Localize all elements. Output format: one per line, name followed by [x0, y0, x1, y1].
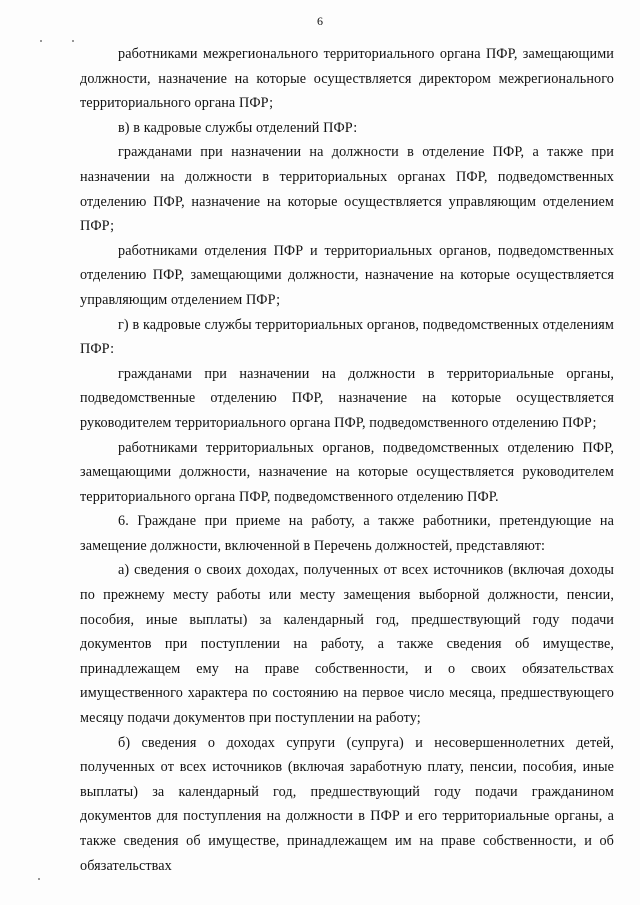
- scan-speck: [38, 878, 40, 880]
- paragraph: гражданами при назначении на должности в территориальные органы, подведомственные отделению ПФР, назначение на которые осуществляется руководителем территориального органа ПФР, подведомственного отделению ПФР;: [80, 365, 614, 431]
- paragraph: г) в кадровые службы территориальных органов, подведомственных отделениям ПФР:: [80, 316, 614, 358]
- paragraph: а) сведения о своих доходах, полученных от всех источников (включая доходы по прежнему месту работы или месту замещения выборной должности, пенсии, пособия, иные выплаты) за календарный год, предшествующий году подачи документов при поступлении на работу, а также сведения об имуществе, принадлежащем ему на праве собственности, и о своих обязательствах имущественного характера по состоянию на первое число месяца, предшествующего месяцу подачи документов при поступлении на работу;: [80, 562, 614, 727]
- paragraph: работниками территориальных органов, подведомственных отделению ПФР, замещающими должности, назначение на которые осуществляется руководителем территориального органа ПФР, подведомственного отделению ПФР.: [80, 439, 614, 505]
- paragraph: работниками межрегионального территориального органа ПФР, замещающими должности, назначение на которые осуществляется директором межрегионального территориального органа ПФР;: [80, 46, 614, 112]
- scan-speck: [72, 40, 74, 42]
- paragraph: работниками отделения ПФР и территориальных органов, подведомственных отделению ПФР, замещающими должности, назначение на которые осуществляется управляющим отделением ПФР;: [80, 242, 614, 308]
- page-number: 6: [317, 14, 323, 28]
- paragraph: в) в кадровые службы отделений ПФР:: [118, 119, 358, 136]
- paragraph: гражданами при назначении на должности в отделение ПФР, а также при назначении на должности в территориальных органах ПФР, подведомственных отделению ПФР, назначение на которые осуществляется управляющим отделением ПФР;: [80, 144, 614, 235]
- paragraph: б) сведения о доходах супруги (супруга) и несовершеннолетних детей, полученных от всех источников (включая заработную плату, пенсии, пособия, иные выплаты) за календарный год, предшествующий году подачи гражданином документов для поступления на должности в ПФР и его территориальные органы, а также сведения об имуществе, принадлежащем им на праве собственности, и об обязательствах: [80, 734, 614, 874]
- scan-speck: [40, 40, 42, 42]
- paragraph: 6. Граждане при приеме на работу, а также работники, претендующие на замещение должности, включенной в Перечень должностей, представляют:: [80, 513, 614, 554]
- document-body: [80, 42, 614, 878]
